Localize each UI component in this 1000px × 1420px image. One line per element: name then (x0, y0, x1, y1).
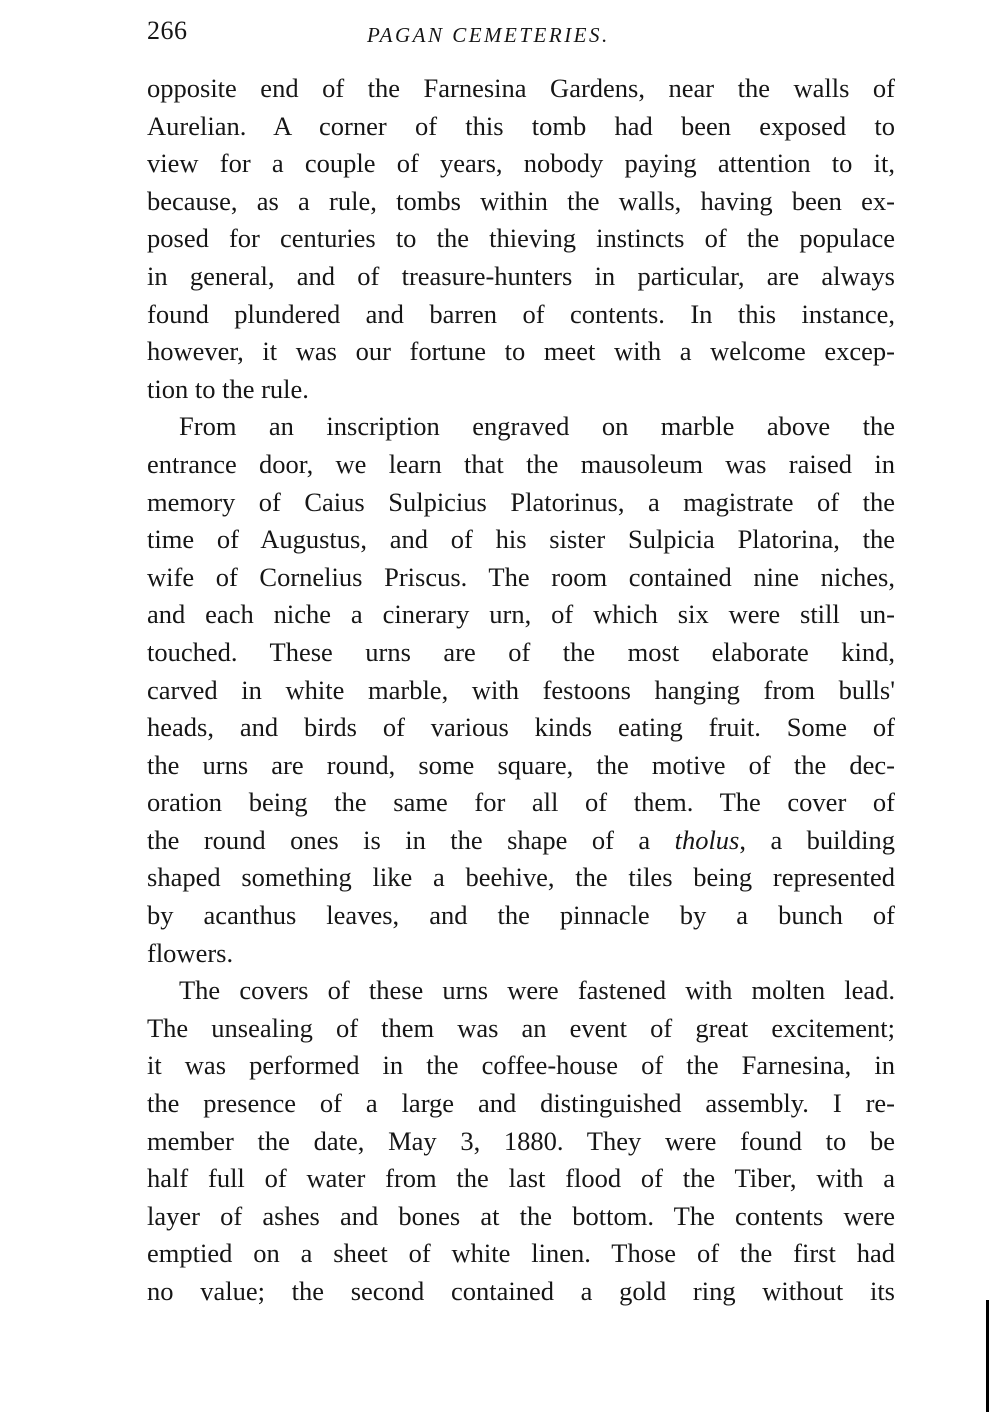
text-line: wife of Cornelius Priscus. The room contained nine niches, (147, 561, 895, 592)
text-line: shaped something like a beehive, the tiles being represented (147, 862, 895, 893)
text-line: layer of ashes and bones at the bottom. The contents were (147, 1200, 895, 1231)
text-line: tion to the rule. (147, 373, 309, 404)
text-line-with-italic (147, 822, 895, 860)
text-line: flowers. (147, 937, 234, 968)
text-line: found plundered and barren of contents. In this instance, (147, 298, 895, 329)
text-line: the urns are round, some square, the motive of the dec- (147, 749, 895, 780)
page-header (147, 14, 907, 54)
text-line: view for a couple of years, nobody paying attention to it, (147, 148, 895, 179)
text-line: however, it was our fortune to meet with a welcome excep- (147, 336, 895, 367)
paragraph-3 (147, 972, 895, 1310)
text-line: opposite end of the Farnesina Gardens, near the walls of (147, 73, 895, 103)
page-number: 266 (147, 16, 188, 45)
text-line: member the date, May 3, 1880. They were found to be (147, 1125, 895, 1156)
text-line: no value; the second contained a gold ring without its (147, 1276, 895, 1306)
text-line: memory of Caius Sulpicius Platorinus, a magistrate of the (147, 486, 895, 517)
italic-term: tholus (674, 824, 740, 855)
paragraph-2 (147, 408, 895, 972)
text-line: emptied on a sheet of white linen. Those of the first had (147, 1238, 895, 1269)
text-run: , a building (739, 824, 895, 855)
text-line: carved in white marble, with festoons hanging from bulls' (147, 674, 895, 705)
body-text (147, 70, 895, 1311)
text-line: From an inscription engraved on marble above the (179, 411, 895, 442)
text-line: and each niche a cinerary urn, of which six were still un- (147, 599, 895, 630)
text-line: The covers of these urns were fastened with molten lead. (179, 975, 895, 1006)
text-line: The unsealing of them was an event of great excitement; (147, 1012, 895, 1043)
text-line: touched. These urns are of the most elaborate kind, (147, 636, 895, 667)
paragraph-1 (147, 70, 895, 408)
text-run: the round ones is in the shape of a (147, 824, 675, 855)
text-line: Aurelian. A corner of this tomb had been exposed to (147, 110, 895, 141)
text-line: heads, and birds of various kinds eating fruit. Some of (147, 712, 895, 743)
text-line: half full of water from the last flood of the Tiber, with a (147, 1163, 895, 1194)
text-line: in general, and of treasure-hunters in particular, are always (147, 260, 895, 291)
text-line: entrance door, we learn that the mausoleum was raised in (147, 448, 895, 479)
text-line: it was performed in the coffee-house of the Farnesina, in (147, 1050, 895, 1081)
running-head: PAGAN CEMETERIES. (367, 23, 610, 47)
text-line: by acanthus leaves, and the pinnacle by a bunch of (147, 900, 895, 931)
text-line: oration being the same for all of them. The cover of (147, 787, 895, 818)
page-edge-rule (986, 1300, 989, 1412)
text-line: posed for centuries to the thieving instincts of the populace (147, 223, 895, 254)
text-line: because, as a rule, tombs within the walls, having been ex- (147, 185, 895, 216)
text-line: time of Augustus, and of his sister Sulpicia Platorina, the (147, 524, 895, 555)
text-line: the presence of a large and distinguished assembly. I re- (147, 1088, 895, 1119)
